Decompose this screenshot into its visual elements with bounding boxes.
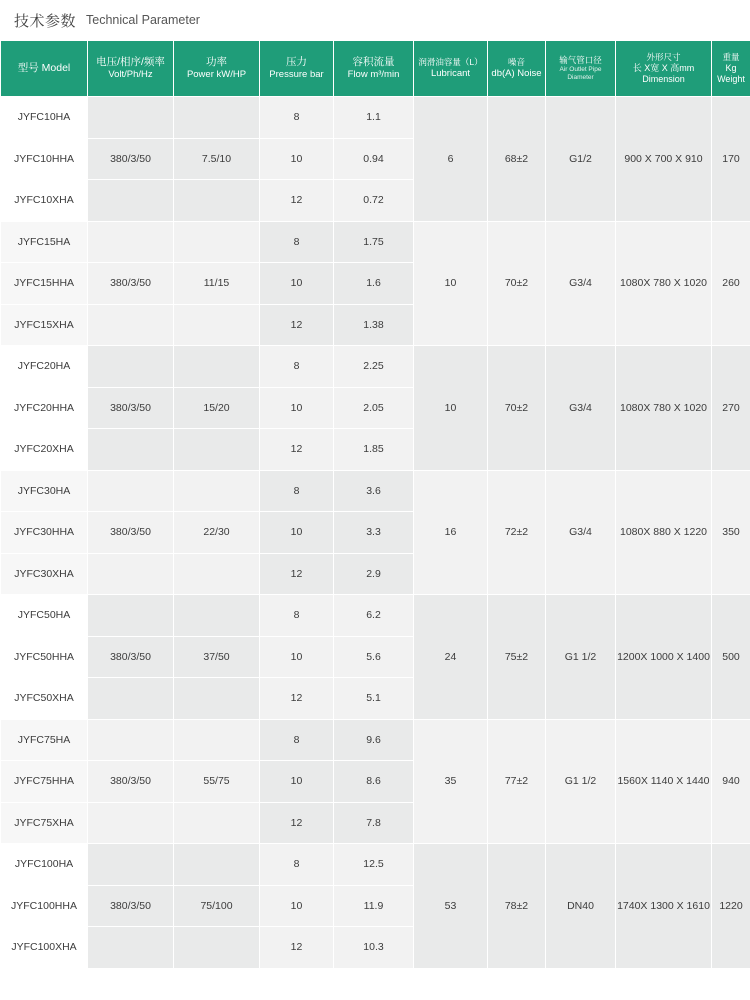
cell-pressure: 12 (260, 180, 334, 222)
cell-dimension: 1200X 1000 X 1400 (616, 595, 712, 720)
table-header (1, 41, 750, 97)
table-row (1, 844, 750, 886)
cell-volt-blank (88, 595, 174, 637)
cell-weight: 500 (712, 595, 750, 720)
cell-weight: 940 (712, 719, 750, 844)
table-header-row (1, 41, 750, 97)
column-header-volt (88, 41, 174, 97)
cell-flow: 1.38 (334, 304, 414, 346)
cell-volt: 380/3/50 (88, 138, 174, 180)
cell-volt-blank (88, 346, 174, 388)
page-title (0, 0, 750, 40)
table-row (1, 595, 750, 637)
cell-lubricant: 24 (414, 595, 488, 720)
cell-weight: 1220 (712, 844, 750, 969)
cell-dimension: 900 X 700 X 910 (616, 97, 712, 222)
column-header-volt-en: Volt/Ph/Hz (108, 69, 153, 81)
cell-pressure: 10 (260, 138, 334, 180)
column-header-flow-cn: 容积流量 (352, 56, 395, 68)
cell-pressure: 12 (260, 429, 334, 471)
cell-power-blank (174, 802, 260, 844)
column-header-power (174, 41, 260, 97)
table-row (1, 719, 750, 761)
cell-power-blank (174, 97, 260, 139)
cell-dimension: 1560X 1140 X 1440 (616, 719, 712, 844)
column-header-model-cn: 型号 Model (17, 61, 71, 74)
cell-lubricant: 53 (414, 844, 488, 969)
cell-model: JYFC50XHA (1, 678, 88, 720)
column-header-weight (712, 41, 750, 97)
cell-power: 15/20 (174, 387, 260, 429)
cell-weight: 350 (712, 470, 750, 595)
cell-volt: 380/3/50 (88, 636, 174, 678)
cell-pipe: DN40 (546, 844, 616, 969)
cell-noise: 68±2 (488, 97, 546, 222)
cell-model: JYFC10XHA (1, 180, 88, 222)
cell-volt-blank (88, 221, 174, 263)
cell-model: JYFC100HA (1, 844, 88, 886)
column-header-lubricant (414, 41, 488, 97)
cell-model: JYFC10HHA (1, 138, 88, 180)
page-title-cn: 技术参数 (14, 12, 77, 30)
page-title-en: Technical Parameter (86, 13, 200, 27)
cell-pressure: 10 (260, 387, 334, 429)
table-row (1, 97, 750, 139)
cell-dimension: 1080X 780 X 1020 (616, 346, 712, 471)
cell-lubricant: 6 (414, 97, 488, 222)
cell-flow: 10.3 (334, 927, 414, 969)
cell-pressure: 8 (260, 595, 334, 637)
cell-pressure: 12 (260, 927, 334, 969)
cell-flow: 2.25 (334, 346, 414, 388)
cell-model: JYFC75HA (1, 719, 88, 761)
technical-parameter-table (0, 40, 750, 969)
cell-power: 11/15 (174, 263, 260, 305)
cell-model: JYFC30HA (1, 470, 88, 512)
cell-model: JYFC75HHA (1, 761, 88, 803)
cell-volt: 380/3/50 (88, 761, 174, 803)
table-row (1, 221, 750, 263)
cell-dimension: 1080X 780 X 1020 (616, 221, 712, 346)
cell-flow: 7.8 (334, 802, 414, 844)
table-body (1, 97, 750, 969)
cell-model: JYFC50HA (1, 595, 88, 637)
cell-model: JYFC30HHA (1, 512, 88, 554)
cell-pipe: G3/4 (546, 346, 616, 471)
cell-model: JYFC10HA (1, 97, 88, 139)
column-header-weight-en: Kg Weight (717, 62, 745, 84)
column-header-flow-en: Flow m³/min (347, 69, 400, 81)
cell-volt: 380/3/50 (88, 387, 174, 429)
cell-model: JYFC50HHA (1, 636, 88, 678)
cell-flow: 5.1 (334, 678, 414, 720)
cell-flow: 1.6 (334, 263, 414, 305)
cell-model: JYFC15HA (1, 221, 88, 263)
cell-model: JYFC20HHA (1, 387, 88, 429)
cell-power: 75/100 (174, 885, 260, 927)
column-header-dimension-en: 长 X宽 X 高mm Dimension (632, 62, 695, 84)
cell-pressure: 8 (260, 221, 334, 263)
cell-power-blank (174, 221, 260, 263)
cell-volt-blank (88, 97, 174, 139)
cell-lubricant: 35 (414, 719, 488, 844)
cell-flow: 11.9 (334, 885, 414, 927)
cell-volt: 380/3/50 (88, 885, 174, 927)
cell-lubricant: 10 (414, 346, 488, 471)
cell-noise: 75±2 (488, 595, 546, 720)
column-header-pressure-cn: 压力 (286, 56, 307, 68)
cell-weight: 260 (712, 221, 750, 346)
column-header-noise (488, 41, 546, 97)
cell-volt-blank (88, 844, 174, 886)
cell-noise: 77±2 (488, 719, 546, 844)
cell-pressure: 10 (260, 263, 334, 305)
cell-pressure: 10 (260, 512, 334, 554)
cell-flow: 12.5 (334, 844, 414, 886)
column-header-model (1, 41, 88, 97)
cell-volt-blank (88, 470, 174, 512)
cell-pressure: 8 (260, 844, 334, 886)
cell-model: JYFC20XHA (1, 429, 88, 471)
column-header-noise-en: db(A) Noise (491, 67, 542, 79)
cell-pressure: 8 (260, 470, 334, 512)
cell-dimension: 1080X 880 X 1220 (616, 470, 712, 595)
cell-flow: 5.6 (334, 636, 414, 678)
cell-volt-blank (88, 553, 174, 595)
cell-dimension: 1740X 1300 X 1610 (616, 844, 712, 969)
cell-pressure: 12 (260, 553, 334, 595)
cell-pressure: 10 (260, 761, 334, 803)
column-header-power-en: Power kW/HP (186, 69, 247, 81)
cell-power-blank (174, 346, 260, 388)
cell-pressure: 8 (260, 719, 334, 761)
cell-pressure: 8 (260, 346, 334, 388)
cell-power-blank (174, 470, 260, 512)
cell-volt-blank (88, 429, 174, 471)
cell-pipe: G1 1/2 (546, 595, 616, 720)
cell-model: JYFC75XHA (1, 802, 88, 844)
column-header-pressure-en: Pressure bar (269, 69, 324, 81)
cell-pipe: G3/4 (546, 470, 616, 595)
cell-volt-blank (88, 802, 174, 844)
column-header-pipe-cn: 输气管口径 (559, 55, 602, 66)
cell-volt-blank (88, 304, 174, 346)
cell-noise: 78±2 (488, 844, 546, 969)
cell-flow: 3.6 (334, 470, 414, 512)
cell-pressure: 12 (260, 678, 334, 720)
cell-power-blank (174, 595, 260, 637)
column-header-power-cn: 功率 (206, 56, 227, 68)
cell-model: JYFC30XHA (1, 553, 88, 595)
cell-pressure: 12 (260, 802, 334, 844)
column-header-pipe-en: Air Outlet Pipe Diameter (559, 65, 602, 81)
cell-lubricant: 16 (414, 470, 488, 595)
column-header-noise-cn: 噪音 (507, 57, 525, 68)
column-header-flow (334, 41, 414, 97)
table-row (1, 346, 750, 388)
cell-volt: 380/3/50 (88, 512, 174, 554)
cell-power-blank (174, 719, 260, 761)
cell-flow: 2.05 (334, 387, 414, 429)
cell-power: 55/75 (174, 761, 260, 803)
cell-pressure: 10 (260, 885, 334, 927)
column-header-volt-cn: 电压/相序/频率 (96, 56, 165, 68)
cell-flow: 0.94 (334, 138, 414, 180)
cell-noise: 70±2 (488, 221, 546, 346)
cell-model: JYFC100HHA (1, 885, 88, 927)
cell-power: 22/30 (174, 512, 260, 554)
cell-volt-blank (88, 927, 174, 969)
cell-pressure: 10 (260, 636, 334, 678)
cell-pipe: G1/2 (546, 97, 616, 222)
column-header-lubricant-en: Lubricant (430, 67, 471, 79)
cell-power-blank (174, 180, 260, 222)
cell-volt-blank (88, 719, 174, 761)
column-header-dimension (616, 41, 712, 97)
cell-volt-blank (88, 180, 174, 222)
column-header-dimension-cn: 外形尺寸 (646, 51, 681, 62)
cell-pressure: 8 (260, 97, 334, 139)
cell-volt-blank (88, 678, 174, 720)
cell-flow: 1.85 (334, 429, 414, 471)
cell-flow: 9.6 (334, 719, 414, 761)
cell-power-blank (174, 844, 260, 886)
column-header-lubricant-cn: 润滑油容量（L） (418, 57, 483, 68)
cell-flow: 1.75 (334, 221, 414, 263)
cell-weight: 170 (712, 97, 750, 222)
cell-flow: 3.3 (334, 512, 414, 554)
cell-noise: 72±2 (488, 470, 546, 595)
cell-power-blank (174, 678, 260, 720)
cell-noise: 70±2 (488, 346, 546, 471)
cell-power-blank (174, 304, 260, 346)
cell-flow: 6.2 (334, 595, 414, 637)
cell-model: JYFC100XHA (1, 927, 88, 969)
cell-pipe: G1 1/2 (546, 719, 616, 844)
cell-flow: 0.72 (334, 180, 414, 222)
cell-power-blank (174, 429, 260, 471)
cell-power-blank (174, 927, 260, 969)
cell-power: 37/50 (174, 636, 260, 678)
column-header-pressure (260, 41, 334, 97)
cell-power: 7.5/10 (174, 138, 260, 180)
column-header-pipe (546, 41, 616, 97)
cell-power-blank (174, 553, 260, 595)
cell-flow: 2.9 (334, 553, 414, 595)
cell-pipe: G3/4 (546, 221, 616, 346)
column-header-weight-cn: 重量 (722, 51, 740, 62)
cell-pressure: 12 (260, 304, 334, 346)
cell-model: JYFC15XHA (1, 304, 88, 346)
cell-lubricant: 10 (414, 221, 488, 346)
cell-weight: 270 (712, 346, 750, 471)
cell-model: JYFC15HHA (1, 263, 88, 305)
cell-volt: 380/3/50 (88, 263, 174, 305)
cell-flow: 1.1 (334, 97, 414, 139)
table-row (1, 470, 750, 512)
cell-model: JYFC20HA (1, 346, 88, 388)
cell-flow: 8.6 (334, 761, 414, 803)
